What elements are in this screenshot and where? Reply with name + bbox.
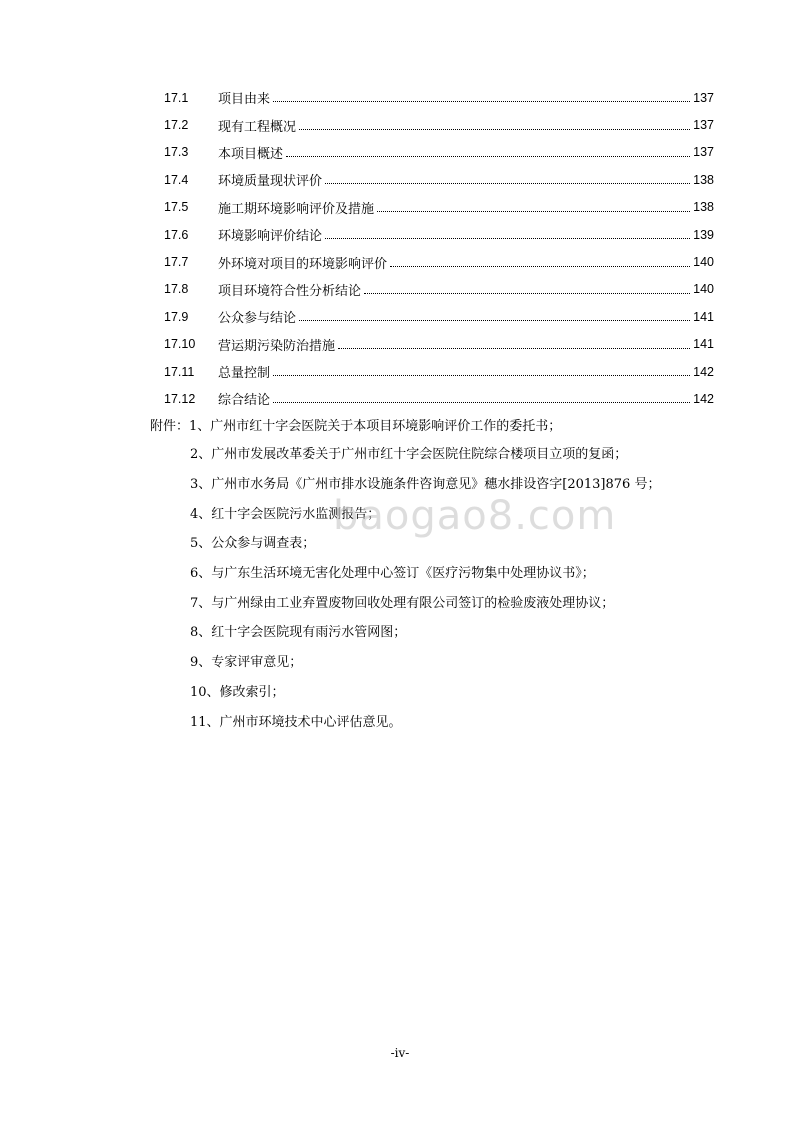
toc-row[interactable] [164, 331, 714, 358]
attachment-item: 4、红十字会医院污水监测报告； [190, 506, 381, 522]
toc-row[interactable] [164, 303, 714, 330]
toc-page: 139 [693, 227, 714, 242]
toc-title: 本项目概述 [218, 146, 284, 162]
toc-leader [273, 375, 690, 376]
toc-title: 项目由来 [218, 92, 271, 108]
attachments-list [190, 438, 750, 735]
toc-title: 环境质量现状评价 [218, 174, 323, 190]
toc-page: 140 [693, 282, 714, 297]
toc-title: 环境影响评价结论 [218, 229, 323, 245]
toc-leader [273, 101, 690, 102]
toc-leader [325, 238, 690, 239]
toc-number: 17.4 [164, 172, 189, 187]
attachment-item: 9、专家评审意见； [190, 655, 303, 671]
toc-row[interactable] [164, 84, 714, 111]
attachment-item: 2、广州市发展改革委关于广州市红十字会医院住院综合楼项目立项的复函； [190, 447, 628, 463]
attachment-item: 8、红十字会医院现有雨污水管网图； [190, 625, 407, 641]
toc-leader [364, 293, 690, 294]
toc-number: 17.7 [164, 255, 189, 270]
toc-page: 138 [693, 200, 714, 215]
toc-row[interactable] [164, 358, 714, 385]
attachment-item: 3、广州市水务局《广州市排水设施条件咨询意见》穗水排设咨字[2013]876 号； [190, 477, 661, 493]
toc-row[interactable] [164, 385, 714, 412]
attachment-item: 6、与广东生活环境无害化处理中心签订《医疗污物集中处理协议书》； [190, 566, 595, 582]
toc-number: 17.6 [164, 227, 189, 242]
toc-page: 137 [693, 118, 714, 133]
toc-page: 142 [693, 391, 714, 406]
toc-page: 141 [693, 337, 714, 352]
attachment-item: 11、广州市环境技术中心评估意见。 [190, 714, 402, 730]
toc-leader [325, 183, 690, 184]
toc-page: 140 [693, 255, 714, 270]
toc-leader [286, 156, 690, 157]
toc-leader [338, 348, 690, 349]
watermark: baogao8.com [333, 493, 617, 539]
toc-title: 项目环境符合性分析结论 [218, 283, 362, 299]
toc-page: 141 [693, 309, 714, 324]
toc-leader [273, 402, 690, 403]
toc-title: 公众参与结论 [218, 311, 297, 327]
attachment-item: 7、与广州绿由工业弃置废物回收处理有限公司签订的检验废液处理协议； [190, 595, 615, 611]
toc-number: 17.9 [164, 309, 189, 324]
attachments-heading [150, 410, 561, 438]
toc-title: 施工期环境影响评价及措施 [218, 201, 375, 217]
attachment-item: 10、修改索引； [190, 684, 285, 700]
table-of-contents [164, 84, 714, 413]
page-number: -iv- [390, 1046, 410, 1060]
toc-page: 137 [693, 145, 714, 160]
toc-leader [377, 211, 690, 212]
toc-number: 17.10 [164, 337, 196, 352]
toc-leader [299, 320, 690, 321]
toc-row[interactable] [164, 111, 714, 138]
toc-title: 外环境对项目的环境影响评价 [218, 256, 388, 272]
toc-leader [390, 266, 690, 267]
toc-row[interactable] [164, 194, 714, 221]
toc-page: 142 [693, 364, 714, 379]
toc-title: 综合结论 [218, 393, 271, 409]
toc-row[interactable] [164, 166, 714, 193]
toc-title: 营运期污染防治措施 [218, 338, 336, 354]
toc-row[interactable] [164, 276, 714, 303]
toc-page: 137 [693, 90, 714, 105]
toc-row[interactable] [164, 139, 714, 166]
attachments-label: 附件： [150, 418, 190, 434]
toc-title: 现有工程概况 [218, 119, 297, 135]
attachment-item: 1、广州市红十字会医院关于本项目环境影响评价工作的委托书； [189, 418, 562, 434]
attachment-item: 5、公众参与调查表； [190, 536, 316, 552]
toc-number: 17.8 [164, 282, 189, 297]
toc-number: 17.11 [164, 364, 195, 379]
toc-row[interactable] [164, 248, 714, 275]
toc-leader [299, 129, 690, 130]
toc-number: 17.1 [164, 90, 189, 105]
toc-number: 17.5 [164, 200, 189, 215]
toc-number: 17.2 [164, 118, 189, 133]
toc-number: 17.3 [164, 145, 189, 160]
toc-title: 总量控制 [218, 366, 271, 382]
toc-number: 17.12 [164, 391, 196, 406]
toc-row[interactable] [164, 221, 714, 248]
toc-page: 138 [693, 172, 714, 187]
